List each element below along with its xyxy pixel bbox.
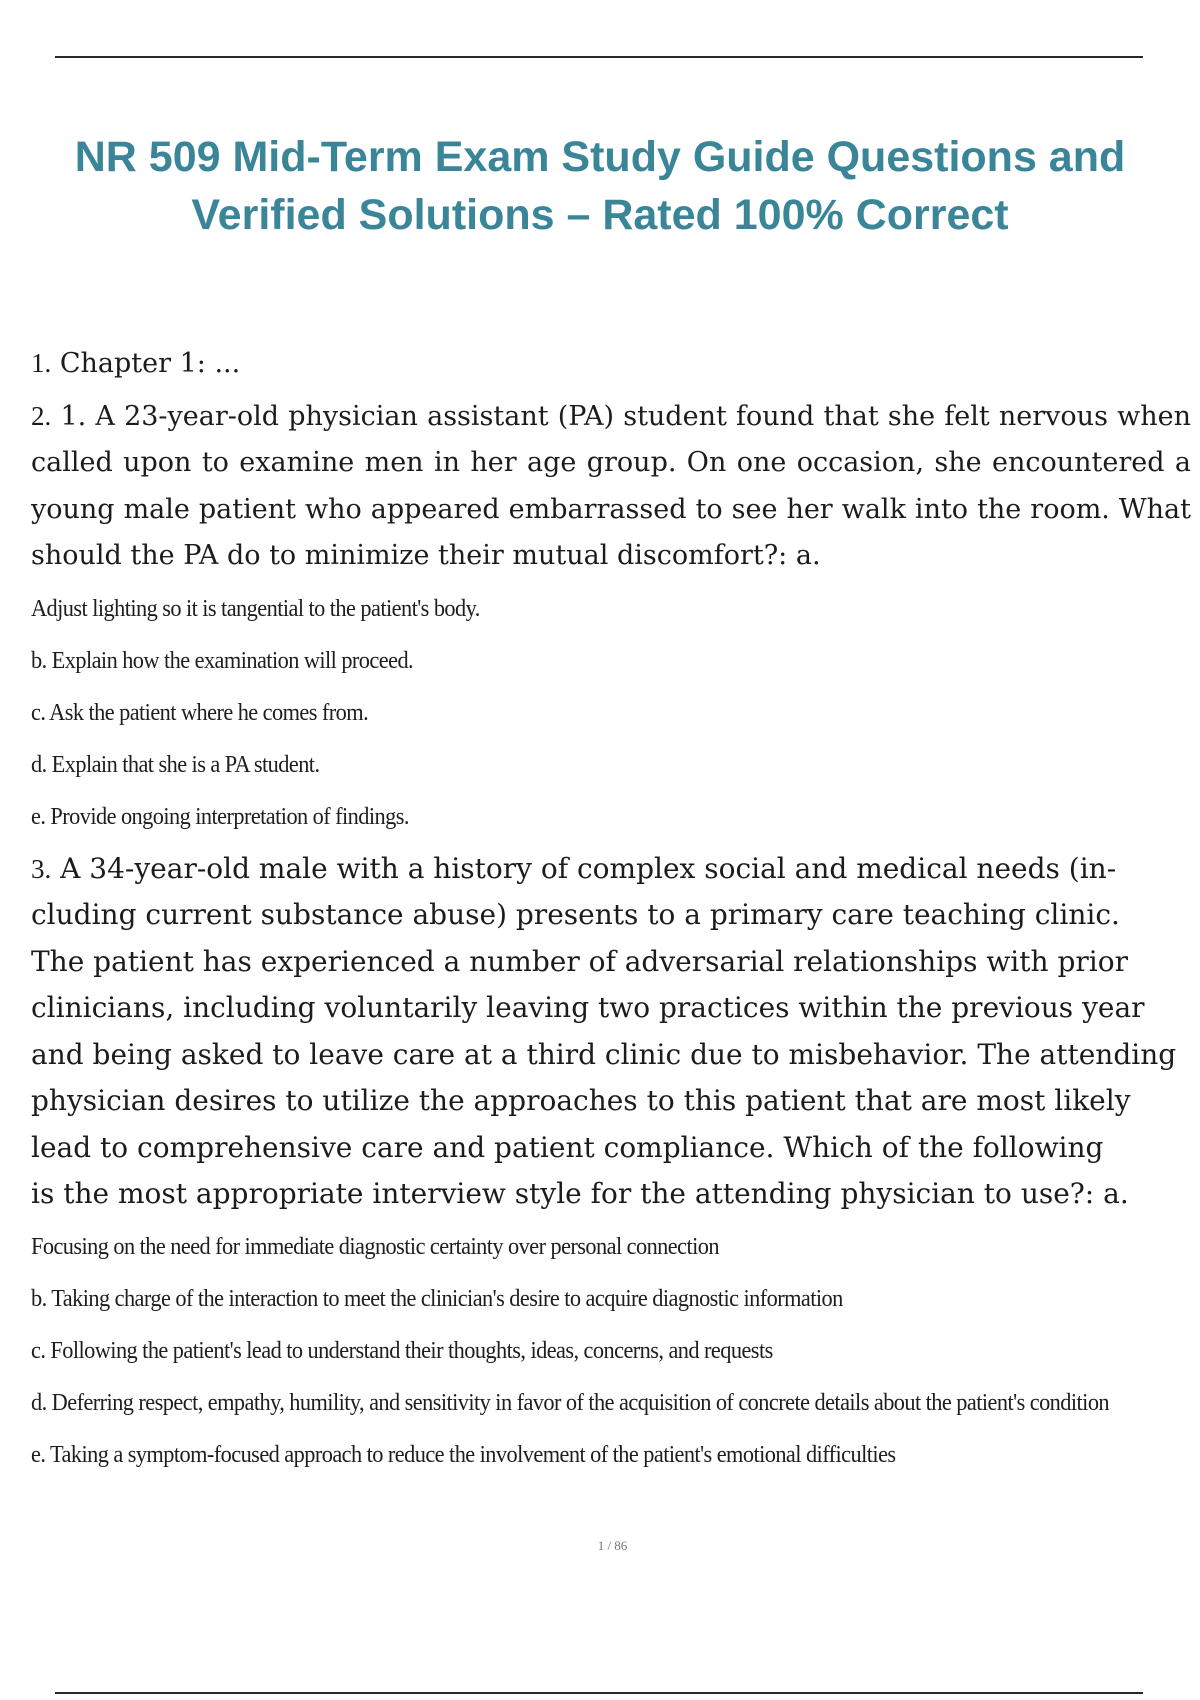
item-2-question <box>31 393 1191 580</box>
option-letter: d. <box>31 1389 47 1416</box>
item-text-line: clinicians, including voluntarily leaving two practices within the previous year <box>31 991 1145 1024</box>
option-letter: b. <box>31 647 47 674</box>
option-letter: b. <box>31 1285 47 1312</box>
item-2-option-a <box>31 586 1110 632</box>
item-number: 3. <box>31 853 52 884</box>
item-text-line: cluding current substance abuse) presents to a primary care teaching clinic. <box>31 898 1120 931</box>
document-body <box>31 340 1191 1484</box>
item-text-line: The patient has experienced a number of adversarial relationships with prior <box>31 944 1128 978</box>
bottom-divider <box>55 1692 1143 1694</box>
option-text: Taking a symptom-focused approach to reduce the involvement of the patient's emotional difficulties <box>49 1441 896 1468</box>
item-2-option-e <box>31 794 1110 840</box>
item-3-option-b <box>31 1276 1110 1322</box>
document-title <box>40 128 1160 244</box>
title-line-1: NR 509 Mid-Term Exam Study Guide Questions and <box>74 133 1126 181</box>
option-text: Adjust lighting so it is tangential to the patient's body. <box>31 595 480 622</box>
item-2-option-c <box>31 690 1110 736</box>
item-text-line: and being asked to leave care at a third clinic due to misbehavior. The attending <box>31 1037 1177 1071</box>
option-letter: d. <box>31 751 47 778</box>
item-text: 1. A 23-year-old physician assistant (PA) student found that she felt nervous when called upon to examine men in her age group. On one occasion, she encountered a young male patient who appeared embarrassed to see her walk into the room. What should the PA do to minimize their mutual discomfort?: a. <box>31 400 1191 571</box>
item-text: Chapter 1: ... <box>59 348 241 379</box>
item-number: 2. <box>31 400 52 431</box>
option-text: Taking charge of the interaction to meet the clinician's desire to acquire diagnostic information <box>51 1285 843 1312</box>
option-text: Deferring respect, empathy, humility, and sensitivity in favor of the acquisition of concrete details about the patient's condition <box>51 1389 1110 1416</box>
item-text-line: physician desires to utilize the approaches to this patient that are most likely <box>31 1084 1131 1117</box>
item-3-option-d <box>31 1380 1138 1426</box>
option-letter: c. <box>31 699 46 726</box>
option-letter: e. <box>31 803 46 830</box>
item-text-line: is the most appropriate interview style for the attending physician to use?: a. <box>31 1177 1129 1210</box>
option-text: Following the patient's lead to understand their thoughts, ideas, concerns, and requests <box>50 1337 773 1364</box>
option-letter: c. <box>31 1337 46 1364</box>
item-3-option-c <box>31 1328 1110 1374</box>
item-text-line: A 34-year-old male with a history of complex social and medical needs (in- <box>60 851 1117 885</box>
option-text: Explain that she is a PA student. <box>51 751 320 778</box>
title-line-2: Verified Solutions – Rated 100% Correct <box>191 191 1009 239</box>
top-divider <box>55 56 1143 58</box>
item-2-option-b <box>31 638 1110 684</box>
option-letter: e. <box>31 1441 46 1468</box>
option-text: Provide ongoing interpretation of findings. <box>50 803 409 830</box>
option-text: Explain how the examination will proceed. <box>51 647 414 674</box>
item-3-option-a <box>31 1224 1110 1270</box>
option-text: Focusing on the need for immediate diagnostic certainty over personal connection <box>31 1233 719 1260</box>
item-2-option-d <box>31 742 1110 788</box>
item-text-line: lead to comprehensive care and patient compliance. Which of the following <box>31 1130 1104 1164</box>
option-text: Ask the patient where he comes from. <box>49 699 369 726</box>
item-1 <box>31 340 1191 388</box>
item-3-option-e <box>31 1432 1110 1478</box>
item-number: 1. <box>31 348 52 378</box>
item-3-question <box>31 846 1191 1218</box>
page-indicator: 1 / 86 <box>597 1538 628 1553</box>
